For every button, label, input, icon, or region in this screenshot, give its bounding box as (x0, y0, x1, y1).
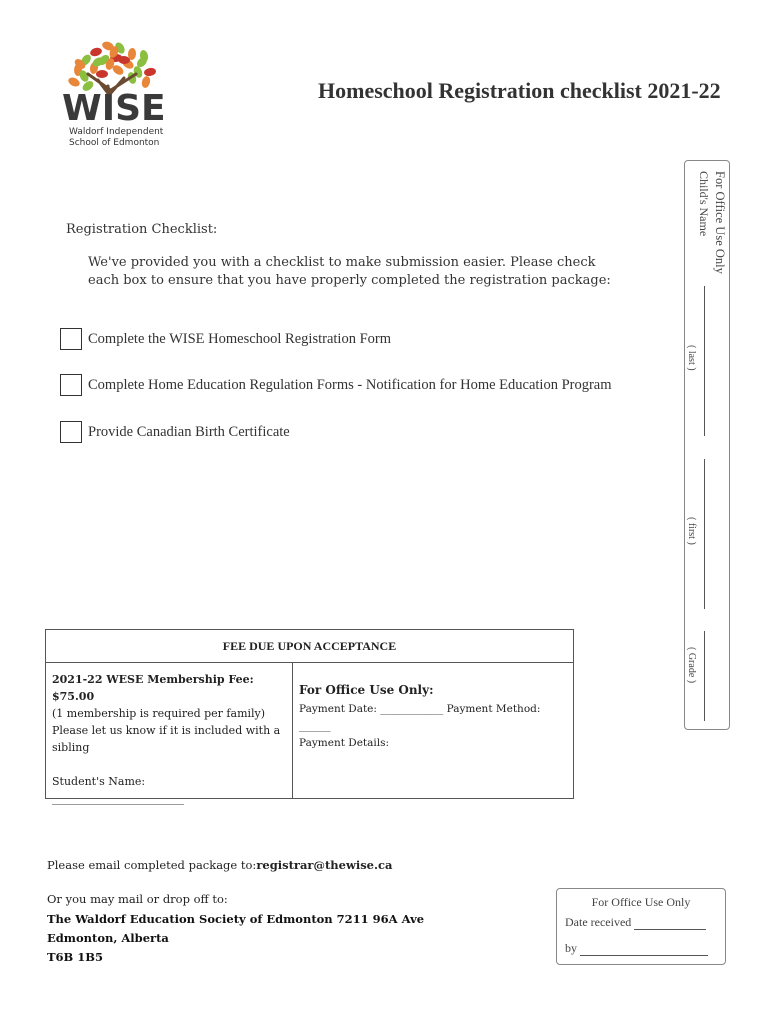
fee-table-header: FEE DUE UPON ACCEPTANCE (46, 630, 573, 663)
childs-name-label: Child's Name (697, 171, 711, 237)
checklist-label: Complete the WISE Homeschool Registration Form (88, 330, 391, 347)
leaf-shape (96, 70, 108, 78)
mailing-address: The Waldorf Education Society of Edmonton 7211 96A Ave Edmonton, Alberta T6B 1B5 (47, 912, 425, 964)
student-name-label: Student's Name: (52, 775, 146, 788)
email-link[interactable]: registrar@thewise.ca (256, 858, 393, 872)
checklist-item-registration-form[interactable] (60, 328, 391, 350)
first-name-line[interactable] (704, 459, 705, 609)
grade-line[interactable] (704, 631, 705, 721)
mail-instruction: Or you may mail or drop off to: (47, 892, 228, 906)
payment-details[interactable]: Payment Details: (299, 737, 390, 749)
payment-line[interactable]: Payment Date: ____________ Payment Method: ______ (299, 703, 541, 732)
by-row[interactable]: by (565, 941, 708, 956)
office-box-title: For Office Use Only (591, 895, 691, 909)
checklist-label: Provide Canadian Birth Certificate (88, 423, 290, 440)
checkbox[interactable] (60, 421, 82, 443)
membership-fee: 2021-22 WESE Membership Fee: $75.00 (52, 673, 254, 703)
checkbox[interactable] (60, 374, 82, 396)
sibling-note: Please let us know if it is included with a sibling (52, 724, 281, 754)
page-title: Homeschool Registration checklist 2021-22 (318, 78, 721, 103)
student-name-field[interactable]: ________________________ (52, 792, 184, 805)
fee-details-cell (46, 663, 293, 805)
side-panel-heading: For Office Use Only (713, 171, 727, 274)
grade-label: ( Grade ) (686, 647, 697, 684)
logo-word: WISE (62, 88, 166, 129)
checklist-item-birth-certificate[interactable] (60, 421, 290, 443)
checklist-label: Complete Home Education Regulation Forms - Notification for Home Education Program (88, 376, 612, 393)
leaf-shape (89, 47, 103, 58)
leaf-shape (143, 67, 156, 77)
registration-label: Registration Checklist: (66, 222, 218, 237)
intro-text: We've provided you with a checklist to make submission easier. Please check each box to ensure that you have properly completed the registration package: (88, 255, 611, 288)
first-label: ( first ) (686, 517, 697, 545)
last-label: ( last ) (686, 345, 697, 371)
office-use-heading: For Office Use Only: (299, 683, 434, 697)
checklist-item-regulation-forms[interactable] (60, 374, 612, 396)
fee-table (45, 629, 574, 805)
checkbox[interactable] (60, 328, 82, 350)
logo-subtitle: Waldorf Independent School of Edmonton (69, 127, 164, 148)
office-payment-cell (299, 663, 569, 752)
leaf-shape (141, 75, 152, 89)
last-name-line[interactable] (704, 286, 705, 436)
office-use-side-panel (684, 160, 730, 730)
date-received-row[interactable]: Date received (565, 915, 706, 930)
office-use-box (556, 888, 726, 965)
membership-note: (1 membership is required per family) (52, 707, 266, 720)
leaf-shape (67, 76, 81, 88)
email-instruction: Please email completed package to:registrar@thewise.ca (47, 858, 393, 872)
